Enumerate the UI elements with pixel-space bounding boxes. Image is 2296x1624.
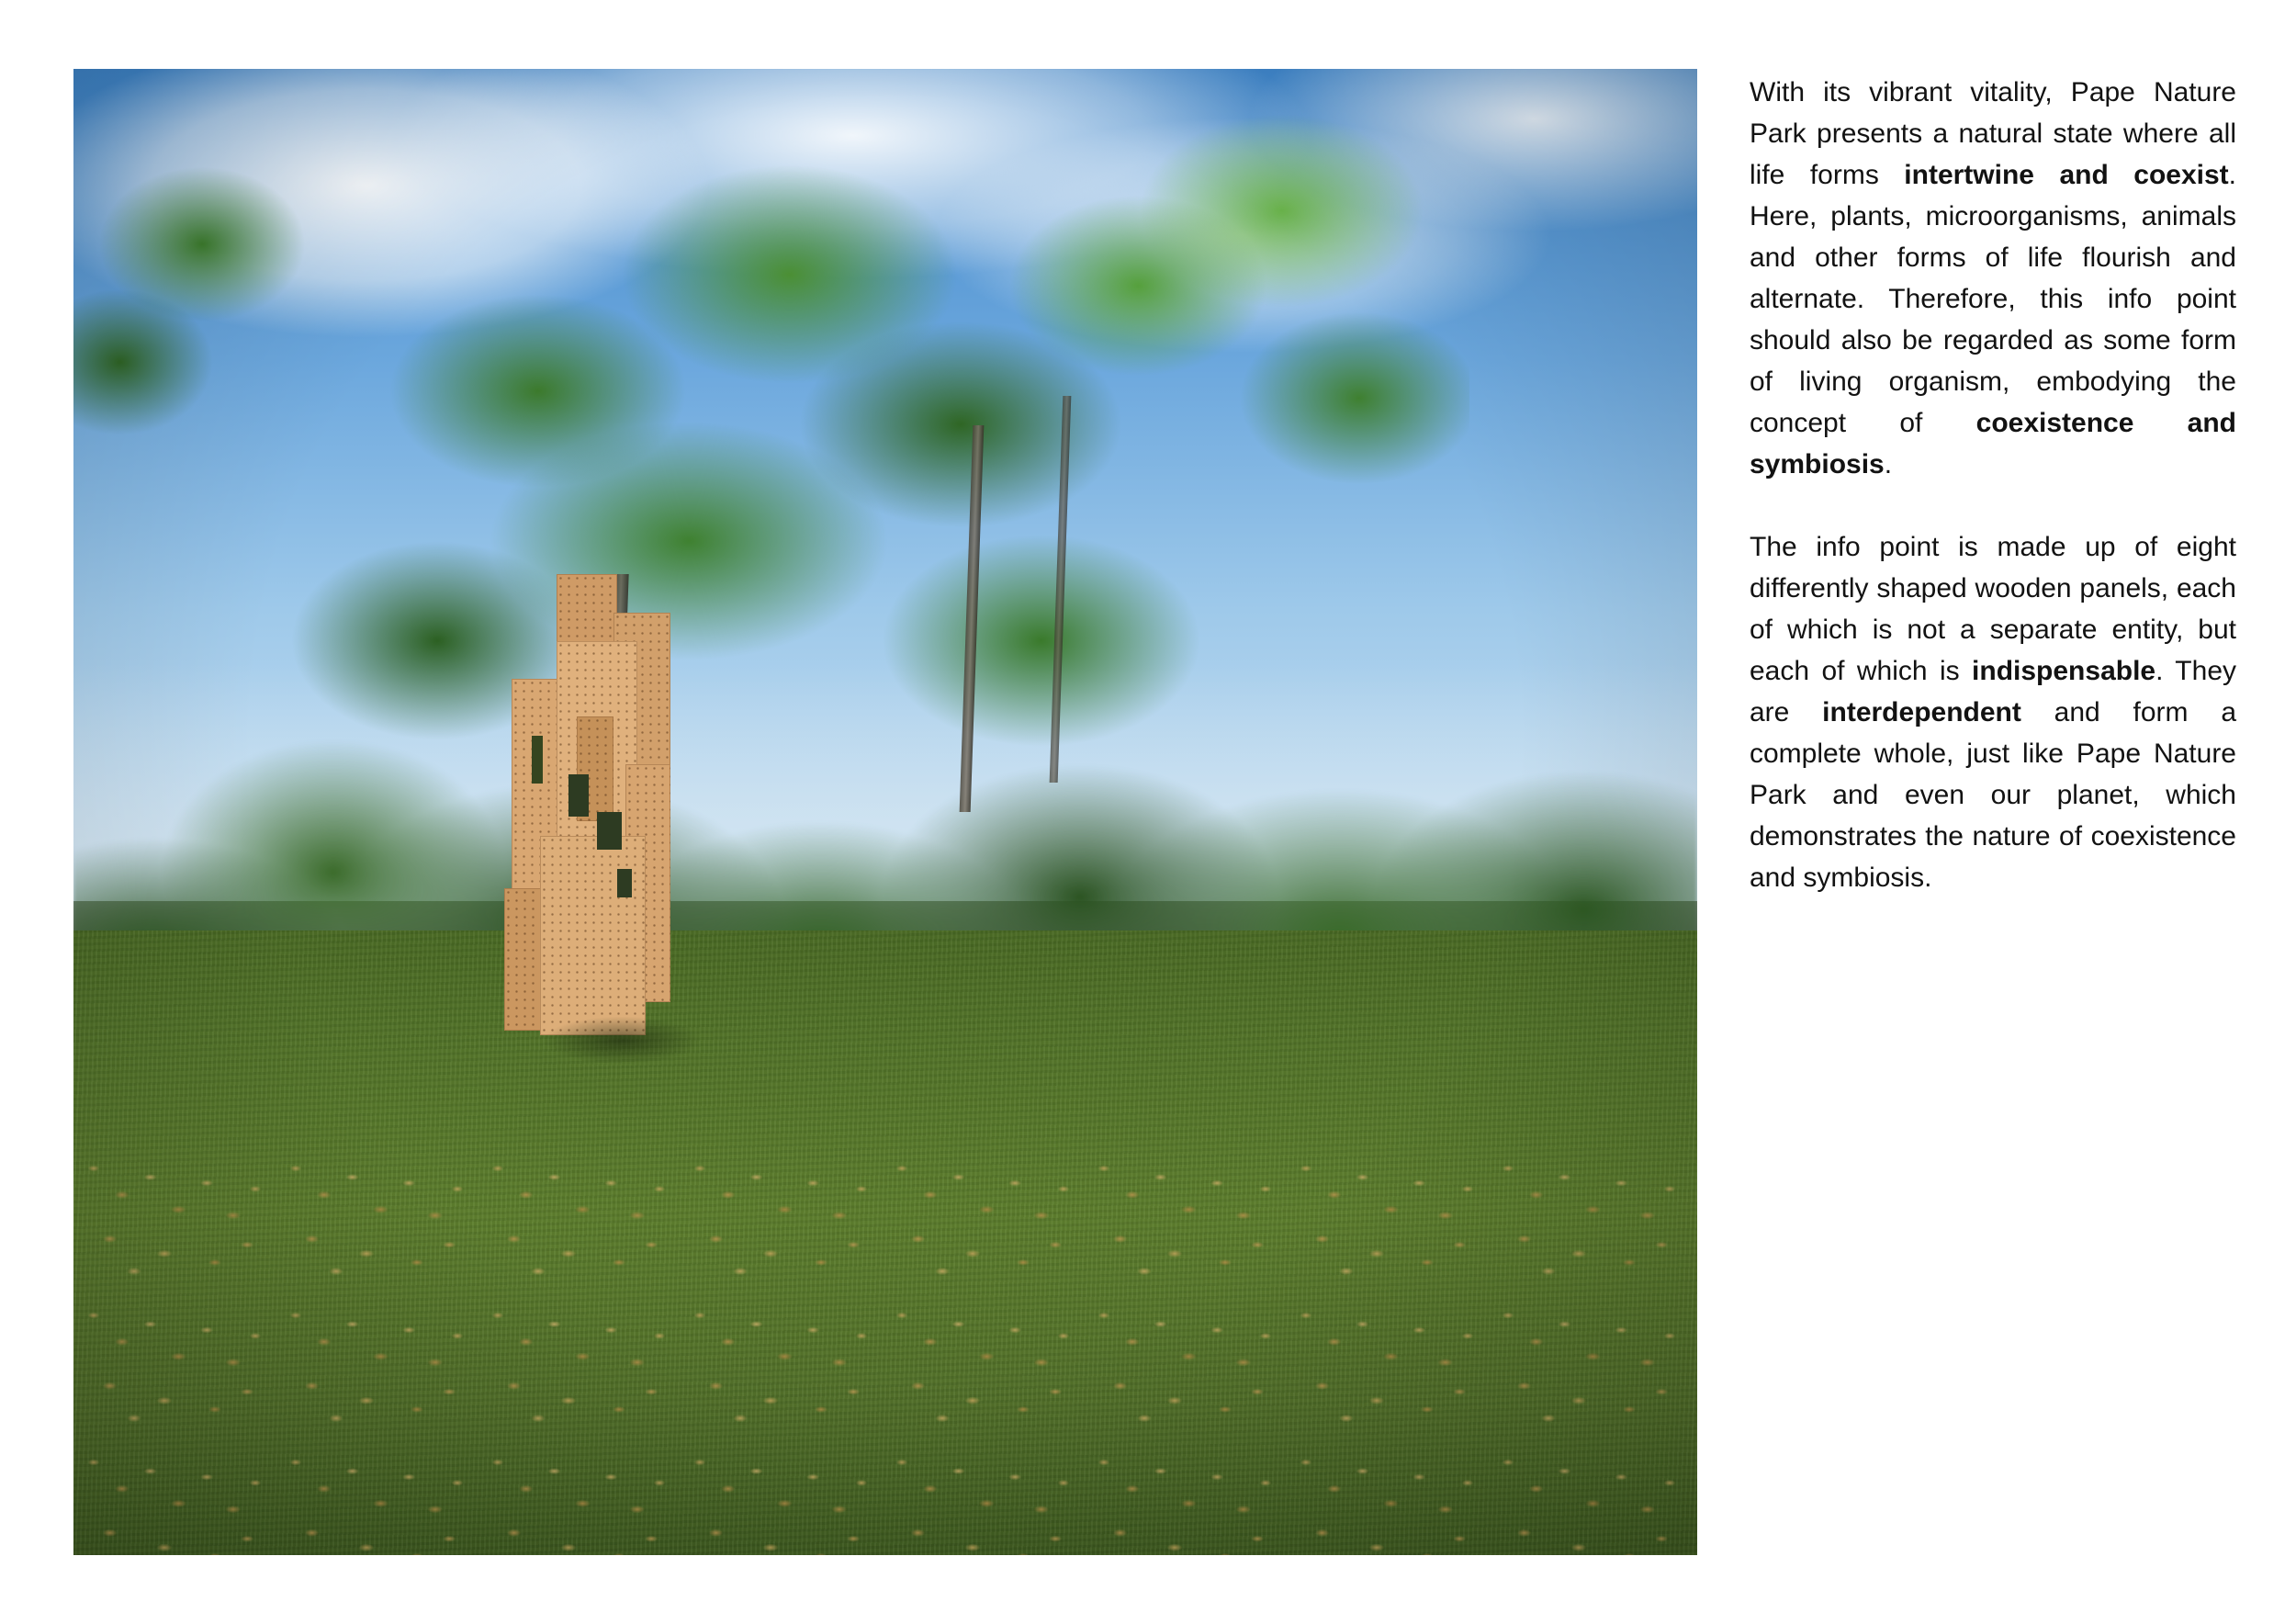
panel-opening-1	[568, 774, 589, 818]
body-paragraph-1	[1750, 72, 2236, 485]
body-paragraph-2	[1750, 526, 2236, 898]
body-text: The info point is made up of eight differently shaped wooden panels, each of which is not a separate entity, but each of which is	[1750, 532, 2236, 686]
body-text: . Here, plants, microorganisms, animals and other forms of life flourish and alternate. Therefore, this info point should also be regarded as some form of living organism, embodying the concept of	[1750, 160, 2236, 438]
emphasis-text: coexistence and symbiosis	[1750, 408, 2237, 479]
wooden-panel-5	[540, 836, 646, 1035]
emphasis-text: indispensable	[1972, 656, 2156, 686]
body-text: . They are	[1750, 656, 2236, 727]
render-image	[73, 69, 1697, 1555]
leaf-litter	[73, 1139, 1697, 1555]
panel-opening-2	[597, 812, 622, 850]
body-text: and form a complete whole, just like Pape Nature Park and even our planet, which demonstrates the nature of coexistence and symbiosis.	[1750, 697, 2236, 893]
structure-ground-shadow	[545, 1017, 699, 1065]
emphasis-text: interdependent	[1822, 697, 2021, 727]
info-point-structure	[504, 574, 707, 1050]
body-text: .	[1884, 449, 1893, 479]
emphasis-text: intertwine and coexist	[1904, 160, 2229, 190]
text-column	[1750, 72, 2236, 898]
wooden-panel-6	[504, 888, 545, 1031]
panel-opening-4	[617, 869, 631, 897]
body-text: With its vibrant vitality, Pape Nature Park presents a natural state where all life forms	[1750, 77, 2236, 190]
panel-opening-3	[532, 736, 542, 784]
tree-right-canopy	[917, 98, 1469, 723]
